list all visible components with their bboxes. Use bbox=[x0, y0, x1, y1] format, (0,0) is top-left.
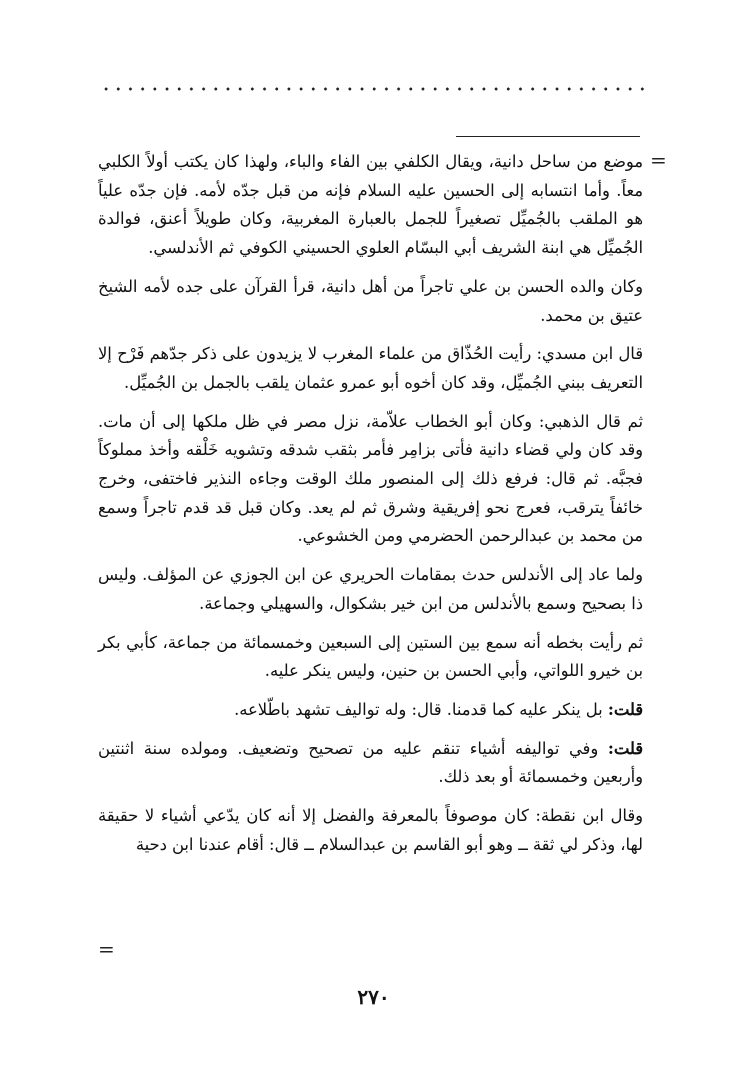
paragraph-text: ثم قال الذهبي: وكان أبو الخطاب علاّمة، نزل مصر في ظل ملكها إلى أن مات. وقد كان ولي قضاء دانية فأتى بزامِر فأمر بثقب شدقه وتشويه خَلْقه وأخذ مملوكاً فجبَّه. ثم قال: فرفع ذلك إلى المنصور ملك الوقت وجاءه النذير فاختفى، وخرج خائفاً يترقب، فعرج نحو إفريقية وشرق ثم لم يعد. وكان قبل قد قدم تاجراً وسمع من محمد بن عبدالرحمن الحضرمي ومن الخشوعي. bbox=[98, 411, 643, 546]
paragraph-1 bbox=[98, 148, 643, 263]
paragraph-6 bbox=[98, 629, 643, 686]
paragraph-text: ثم رأيت بخطه أنه سمع بين الستين إلى السبعين وخمسمائة من جماعة، كأبي بكر بن خيرو اللواتي، وأبي الحسن بن حنين، وليس ينكر عليه. bbox=[98, 632, 643, 681]
paragraph-text: بل ينكر عليه كما قدمنا. قال: وله تواليف تشهد باطّلاعه. bbox=[234, 699, 608, 719]
paragraph-7 bbox=[98, 696, 643, 725]
paragraph-text: وفي تواليفه أشياء تنقم عليه من تصحيح وتضعيف. ومولده سنة اثنتين وأربعين وخمسمائة أو بعد ذلك. bbox=[98, 738, 643, 787]
paragraph-text: وقال ابن نقطة: كان موصوفاً بالمعرفة والفضل إلا أنه كان يدّعي أشياء لا حقيقة لها، وذكر لي ثقة ــ وهو أبو القاسم بن عبدالسلام ــ قال: أقام عندنا ابن دحية bbox=[98, 806, 643, 854]
paragraph-4 bbox=[98, 408, 643, 552]
paragraph-text: وكان والده الحسن بن علي تاجراً من أهل دانية، قرأ القرآن على جده لأمه الشيخ عتيق بن محمد. bbox=[98, 276, 643, 325]
paragraph-text: موضع من ساحل دانية، ويقال الكلفي بين الفاء والباء، ولهذا كان يكتب أولاً الكلبي معاً. وأما انتسابه إلى الحسين عليه السلام فإنه من قبل جدّه لأمه. فإن جدّه علياً هو الملقب بالجُميِّل تصغيراً للجمل بالعبارة المغربية، وكان طويلاً أعنق، فوالدة الجُميِّل هي ابنة الشريف أبي البسّام العلوي الحسيني الكوفي ثم الأندلسي. bbox=[98, 152, 643, 258]
paragraph-text: ولما عاد إلى الأندلس حدث بمقامات الحريري عن ابن الجوزي عن المؤلف. وليس ذا بصحيح وسمع بالأندلس من ابن خير بشكوال، والسهيلي وجماعة. bbox=[98, 565, 643, 613]
paragraph-5 bbox=[98, 561, 643, 618]
page-number: ٢٧٠ bbox=[357, 985, 390, 1009]
dotted-separator bbox=[100, 86, 645, 92]
main-text bbox=[98, 148, 643, 859]
paragraph-lead: قلت: bbox=[607, 738, 643, 758]
paragraph-8 bbox=[98, 735, 643, 792]
paragraph-lead: قلت: bbox=[607, 699, 643, 719]
paragraph-3 bbox=[98, 340, 643, 397]
continuation-mark-bottom: = bbox=[98, 937, 115, 961]
paragraph-text: قال ابن مسدي: رأيت الحُذّاق من علماء المغرب لا يزيدون على ذكر جدّهم فَرْح إلا التعريف ببني الجُميِّل، وقد كان أخوه أبو عمرو عثمان يلقب بالجمل بن الجُميِّل. bbox=[98, 344, 643, 392]
paragraph-2 bbox=[98, 273, 643, 330]
footnote-rule bbox=[456, 136, 640, 137]
paragraph-9 bbox=[98, 802, 643, 859]
continuation-mark-top: = bbox=[650, 148, 667, 172]
